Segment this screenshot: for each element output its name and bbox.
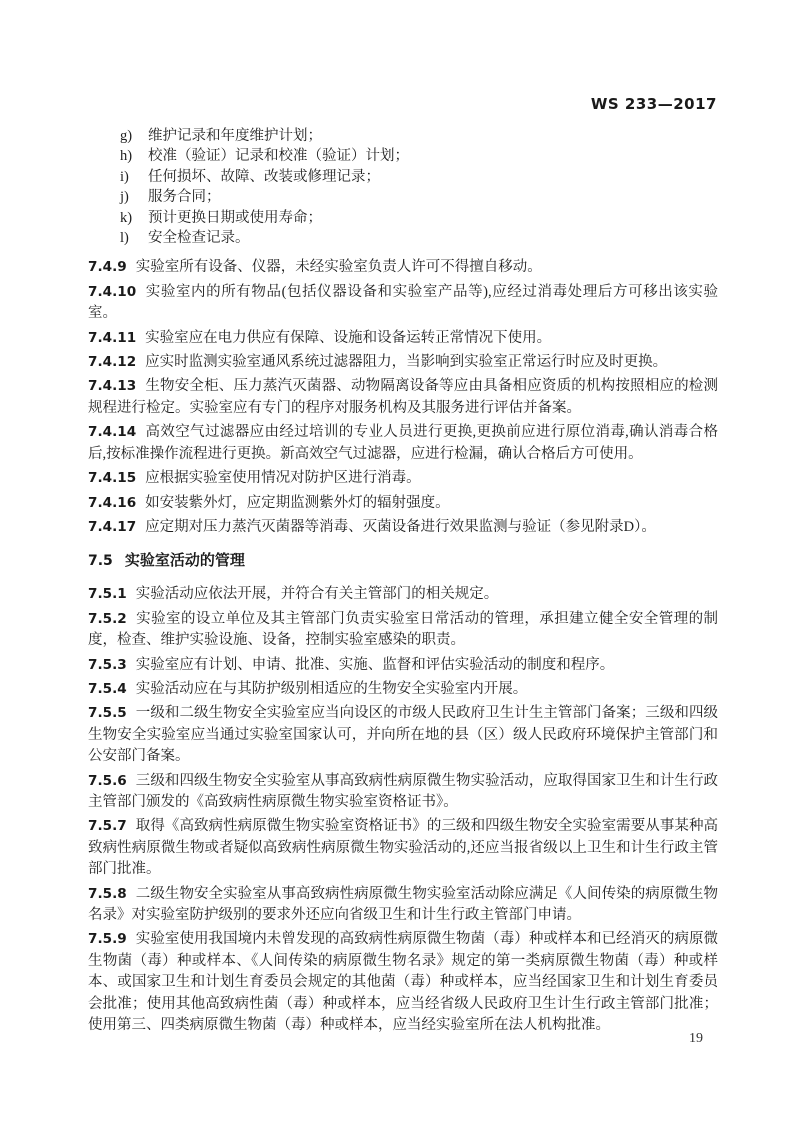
clause-7-5-4 <box>88 679 718 700</box>
list-item-text: 服务合同； <box>148 189 221 206</box>
clause-7-4-10 <box>88 282 718 325</box>
clause-number: 7.5.8 <box>88 885 127 902</box>
clause-number: 7.5.7 <box>88 818 127 835</box>
clause-text: 实验室应在电力供应有保障、设施和设备运转正常情况下使用。 <box>145 329 552 346</box>
list-item-label: h) <box>120 148 133 165</box>
clause-number: 7.4.10 <box>88 283 137 300</box>
clause-7-5-9 <box>88 929 718 1036</box>
clause-7-5-2 <box>88 609 718 652</box>
clause-number: 7.4.16 <box>88 494 137 511</box>
clause-text: 如安装紫外灯，应定期监测紫外灯的辐射强度。 <box>145 494 450 511</box>
clause-number: 7.5.2 <box>88 610 127 627</box>
clause-7-5-6 <box>88 771 718 814</box>
clause-7-4-9 <box>88 257 718 278</box>
clause-number: 7.5.3 <box>88 656 127 673</box>
section-title: 实验室活动的管理 <box>124 551 245 570</box>
list-item-text: 任何损坏、故障、改装或修理记录； <box>148 168 380 185</box>
clause-text: 实验室应有计划、申请、批准、实施、监督和评估实验活动的制度和程序。 <box>135 656 615 673</box>
list-item <box>120 126 718 146</box>
list-item <box>120 228 718 248</box>
standard-number-header: WS 233—2017 <box>590 95 717 113</box>
clause-7-5-7 <box>88 816 718 880</box>
clause-number: 7.4.11 <box>88 329 137 346</box>
clause-number: 7.5.9 <box>88 931 127 948</box>
clause-text: 实验活动应在与其防护级别相适应的生物安全实验室内开展。 <box>135 680 528 697</box>
clause-text: 实验室内的所有物品(包括仪器设备和实验室产品等),应经过消毒处理后方可移出该实验室。 <box>88 283 718 322</box>
clause-number: 7.4.15 <box>88 470 137 487</box>
clause-7-5-5 <box>88 703 718 767</box>
section-heading-7-5 <box>88 549 718 570</box>
clause-text: 高效空气过滤器应由经过培训的专业人员进行更换,更换前应进行原位消毒,确认消毒合格后,按标准操作流程进行更换。新高效空气过滤器，应进行检漏，确认合格后方可使用。 <box>88 424 718 462</box>
clause-number: 7.5.4 <box>88 680 127 697</box>
list-item-label: i) <box>120 168 129 185</box>
list-item <box>120 208 718 228</box>
clause-text: 应根据实验室使用情况对防护区进行消毒。 <box>145 470 421 487</box>
page-number: 19 <box>689 1031 703 1046</box>
clause-number: 7.4.14 <box>88 424 137 441</box>
clause-number: 7.4.13 <box>88 378 137 395</box>
clause-text: 一级和二级生物安全实验室应当向设区的市级人民政府卫生计生主管部门备案；三级和四级生物安全实验室应当通过实验室国家认可，并向所在地的县（区）级人民政府环境保护主管部门和公安部门备案。 <box>88 705 718 765</box>
clause-text: 实验活动应依法开展，并符合有关主管部门的相关规定。 <box>135 586 499 603</box>
clause-7-5-1 <box>88 584 718 605</box>
clause-text: 实验室所有设备、仪器，未经实验室负责人许可不得擅自移动。 <box>135 259 542 276</box>
equipment-record-list <box>88 126 718 248</box>
clause-text: 实验室的设立单位及其主管部门负责实验室日常活动的管理，承担建立健全安全管理的制度，检查、维护实验设施、设备，控制实验室感染的职责。 <box>88 610 718 649</box>
list-item-label: j) <box>120 189 129 206</box>
clause-7-4-17 <box>88 517 718 538</box>
clause-text: 生物安全柜、压力蒸汽灭菌器、动物隔离设备等应由具备相应资质的机构按照相应的检测规程进行检定。实验室应有专门的程序对服务机构及其服务进行评估并备案。 <box>88 378 718 416</box>
clause-text: 二级生物安全实验室从事高致病性病原微生物实验室活动除应满足《人间传染的病原微生物名录》对实验室防护级别的要求外还应向省级卫生和计生行政主管部门申请。 <box>88 885 718 923</box>
clause-number: 7.5.6 <box>88 772 127 789</box>
clause-number: 7.4.9 <box>88 259 127 276</box>
list-item-label: k) <box>120 209 133 226</box>
list-item-text: 维护记录和年度维护计划； <box>148 128 322 144</box>
list-item <box>120 146 718 166</box>
clause-text: 三级和四级生物安全实验室从事高致病性病原微生物实验活动，应取得国家卫生和计生行政主管部门颁发的《高致病性病原微生物实验室资格证书》。 <box>88 772 718 810</box>
clause-7-4-16 <box>88 493 718 514</box>
list-item-text: 安全检查记录。 <box>148 230 250 247</box>
clause-7-5-3 <box>88 655 718 676</box>
clause-number: 7.5.1 <box>88 586 127 603</box>
section-number: 7.5 <box>88 553 113 570</box>
clause-text: 实验室使用我国境内未曾发现的高致病性病原微生物菌（毒）种或样本和已经消灭的病原微生物菌（毒）种或样本、《人间传染的病原微生物名录》规定的第一类病原微生物菌（毒）种或样本、或国家卫生和计划生育委员会规定的其他菌（毒）种或样本，应当经国家卫生和计划生育委员会批准；使用其他高致病性菌（毒）种或样本，应当经省级人民政府卫生计生行政主管部门批准；使用第三、四类病原微生物菌（毒）种或样本，应当经实验室所在法人机构批准。 <box>88 931 718 1034</box>
list-item-label: l) <box>120 230 129 247</box>
clause-7-4-14 <box>88 422 718 465</box>
clause-7-5-8 <box>88 884 718 927</box>
list-item-text: 预计更换日期或使用寿命； <box>148 209 322 226</box>
clause-number: 7.5.5 <box>88 705 127 722</box>
clause-7-4-15 <box>88 468 718 489</box>
clause-number: 7.4.12 <box>88 354 137 371</box>
clause-number: 7.4.17 <box>88 518 137 535</box>
clause-7-4-13 <box>88 376 718 419</box>
list-item <box>120 187 718 207</box>
list-item-text: 校准（验证）记录和校准（验证）计划； <box>148 148 409 165</box>
clause-text: 应定期对压力蒸汽灭菌器等消毒、灭菌设备进行效果监测与验证（参见附录D）。 <box>145 518 656 535</box>
clause-7-4-12 <box>88 352 718 373</box>
clause-7-4-11 <box>88 328 718 349</box>
page-content <box>88 126 718 1039</box>
clause-text: 应实时监测实验室通风系统过滤器阻力，当影响到实验室正常运行时应及时更换。 <box>145 354 668 371</box>
list-item <box>120 167 718 187</box>
clause-text: 取得《高致病性病原微生物实验室资格证书》的三级和四级生物安全实验室需要从事某种高致病性病原微生物或者疑似高致病性病原微生物实验活动的,还应当报省级以上卫生和计生行政主管部门批准。 <box>88 818 718 878</box>
list-item-label: g) <box>120 128 133 144</box>
